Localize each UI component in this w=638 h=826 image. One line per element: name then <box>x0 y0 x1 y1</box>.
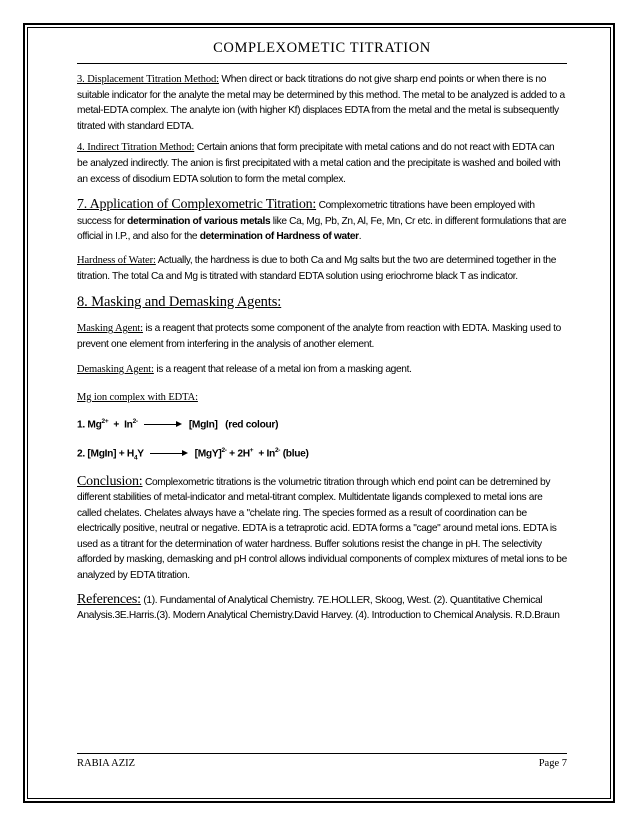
reaction-2-mid: + 2H <box>226 447 250 459</box>
indirect-text: Certain anions that form precipitate with metal cations and do not react with EDTA can be analyzed indirectly. The anion is first precipitated with a metal cation and the precipitate is washed and boiled with an excess of disodium EDTA solution to form the metal complex. <box>77 142 561 185</box>
reaction-2-right: [MgY] <box>194 447 222 459</box>
demasking-paragraph <box>77 362 567 378</box>
conclusion-paragraph <box>77 474 567 584</box>
reaction-2-end: (blue) <box>280 447 309 459</box>
displacement-paragraph <box>77 72 567 134</box>
reaction-2-right-sup: 2- <box>221 446 227 454</box>
footer-page-number: Page 7 <box>538 758 567 769</box>
displacement-text: When direct or back titrations do not give sharp end points or when there is no suitable indicator for the analyte the metal may be determined by this method. The metal to be analyzed is added to a metal-EDTA complex. The analyte ion (with higher Kf) displaces EDTA from the metal and the metal is subsequently titrated with standard EDTA. <box>77 74 565 132</box>
masking-heading: 8. Masking and Demasking Agents: <box>77 294 282 311</box>
demasking-label: Demasking Agent: <box>77 364 154 376</box>
reaction-2-left-sub: 4 <box>133 453 138 461</box>
demasking-text: is a reagent that release of a metal ion from a masking agent. <box>153 364 412 376</box>
page-header-title: COMPLEXOMETIC TITRATION <box>213 40 431 56</box>
footer-row <box>77 758 567 769</box>
displacement-heading: 3. Displacement Titration Method: <box>77 74 219 85</box>
indirect-heading: 4. Indirect Titration Method: <box>77 142 195 154</box>
reaction-1-plus: + In <box>108 418 133 430</box>
reaction-2-in-sup: 2- <box>274 446 281 454</box>
reaction-2 <box>77 447 567 462</box>
conclusion-heading: Conclusion: <box>77 473 143 489</box>
reaction-2-left-end: Y <box>137 447 144 459</box>
references-paragraph <box>77 592 567 624</box>
reaction-arrow-icon <box>150 449 188 457</box>
header-rule <box>77 63 567 64</box>
masking-paragraph <box>77 321 567 352</box>
indirect-paragraph <box>77 140 567 187</box>
application-bold-2: determination of Hardness of water <box>199 231 359 243</box>
reaction-1-left: 1. Mg <box>77 418 102 430</box>
reaction-1 <box>77 418 567 433</box>
page-footer <box>77 753 567 769</box>
page-content <box>77 40 567 630</box>
mg-complex-label: Mg ion complex with EDTA: <box>77 391 198 403</box>
application-text-2: like Ca, Mg, Pb, Zn, Al, Fe, Mn, Cr etc. in different formulations that are official in I.P., and also for the <box>77 215 567 243</box>
reaction-arrow-icon <box>144 420 182 428</box>
reaction-2-in: + In <box>253 447 275 459</box>
application-text-3: . <box>358 231 362 243</box>
hardness-heading: Hardness of Water: <box>77 254 156 266</box>
footer-author: RABIA AZIZ <box>77 758 136 769</box>
reaction-1-plus-sup: 2- <box>132 417 138 425</box>
reaction-2-left: 2. [MgIn] + H <box>77 447 134 459</box>
application-text-1: Complexometric titrations have been employed with success for <box>77 200 535 227</box>
conclusion-text: Complexometric titrations is the volumetric titration through which end point can be detremined by different stabilities of metal-indicator and metal-titrant complex. Multidentate ligands complexed to metal ions are called chelates. Chelates always have a "chelate ring. The species formed as a result of coordination can be electrically positive, neutral or negative. EDTA is a tetraprotic acid. EDTA forms a "cage" around metal ions. EDTA is used as a titrant for the determination of water hardness. Buffer solutions resist the change in pH. The selectivity afforded by masking, demasking and pH control allows individual components of complex mixtures of metal ions to be analyzed by EDTA titration. <box>77 476 567 582</box>
reaction-2-mid-sup: + <box>249 446 254 454</box>
footer-rule <box>77 753 567 754</box>
reaction-1-right: [MgIn] (red colour) <box>188 418 279 430</box>
references-heading: References: <box>77 591 141 607</box>
masking-section-heading <box>77 294 567 311</box>
masking-text: is a reagent that protects some component of the analyte from reaction with EDTA. Masking used to prevent one element from interfering in the analysis of another element. <box>77 323 561 350</box>
reaction-1-left-sup: 2+ <box>101 417 109 425</box>
hardness-paragraph <box>77 253 567 284</box>
application-heading: 7. Application of Complexometric Titration: <box>77 197 317 213</box>
application-paragraph <box>77 197 567 245</box>
mg-complex-paragraph <box>77 390 567 406</box>
masking-label: Masking Agent: <box>77 323 143 335</box>
references-text: (1). Fundamental of Analytical Chemistry. 7E.HOLLER, Skoog, West. (2). Quantitative Chemical Analysis.3E.Harris.(3). Modern Analytical Chemistry.David Harvey. (4). Introduction to Chemical Analysis. R.D.Braun <box>77 594 560 622</box>
hardness-text: Actually, the hardness is due to both Ca and Mg salts but the two are determined together in the titration. The total Ca and Mg is titrated with standard EDTA solution using eriochrome black T as indicator. <box>77 254 557 282</box>
application-bold-1: determination of various metals <box>127 215 271 227</box>
